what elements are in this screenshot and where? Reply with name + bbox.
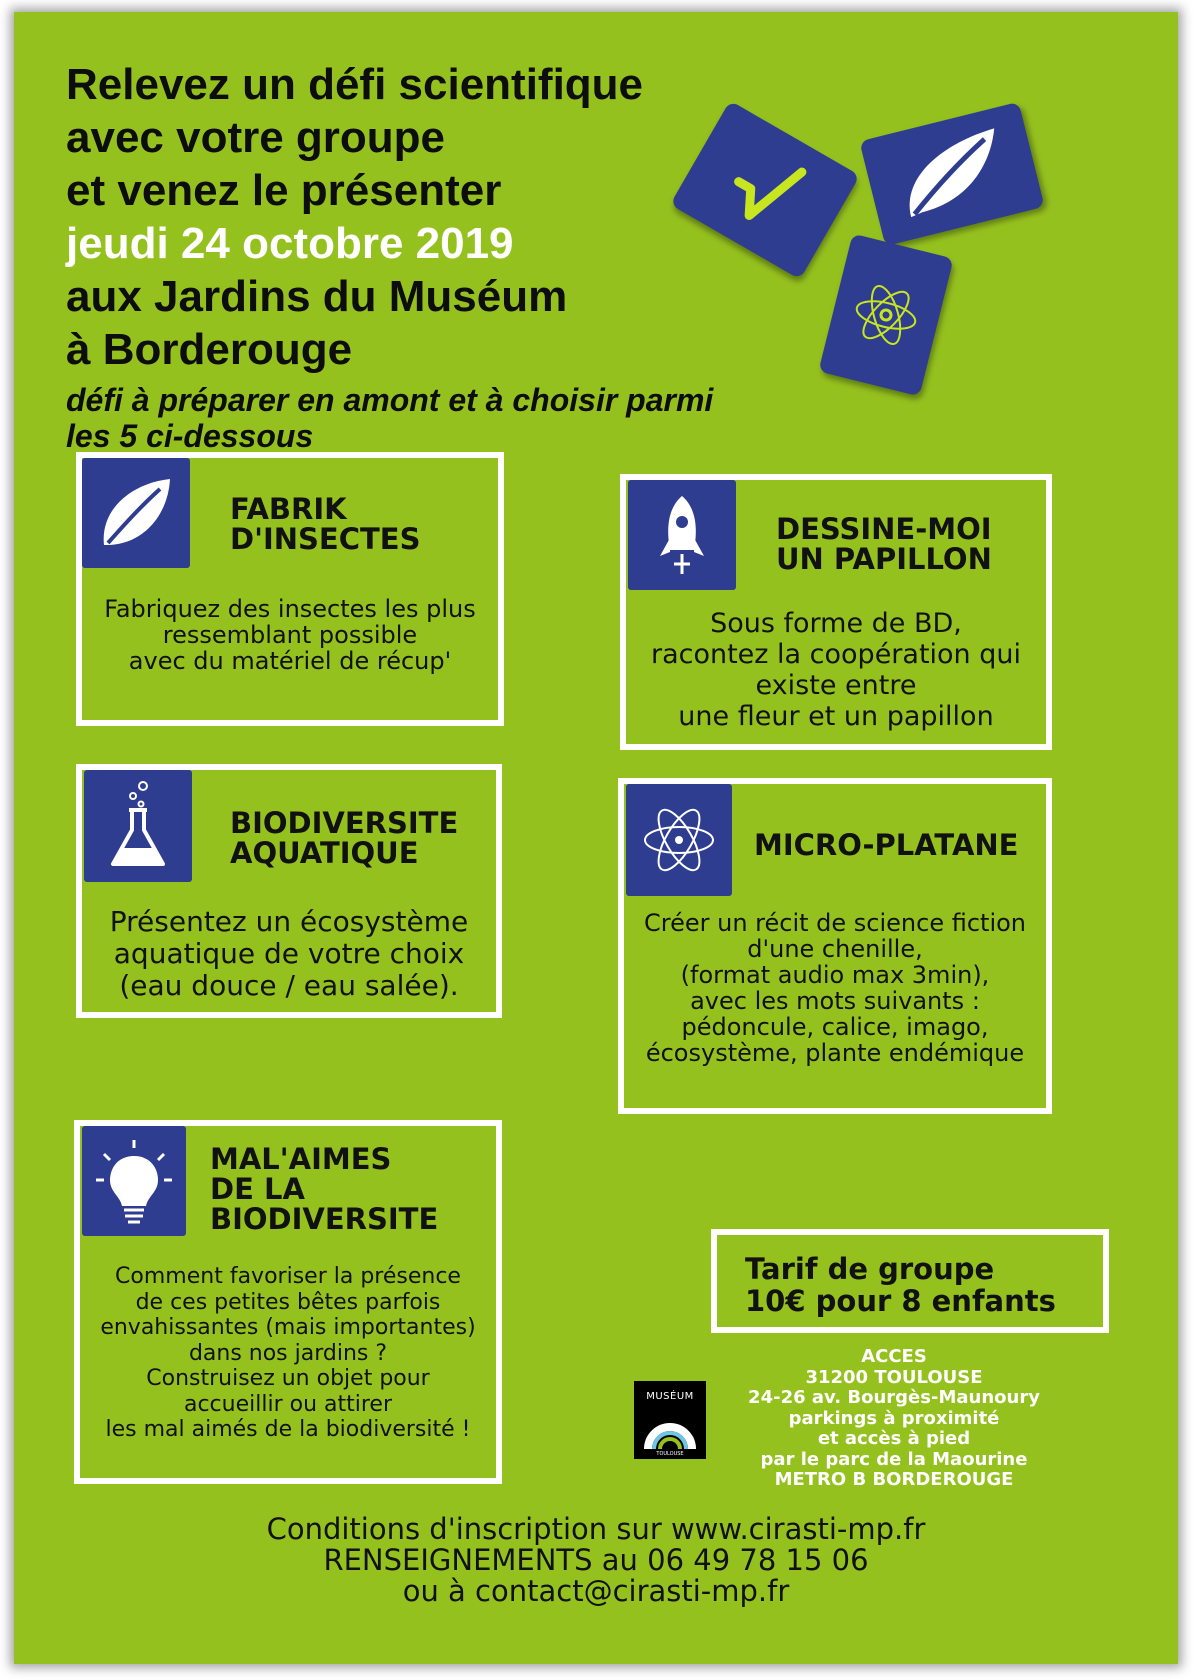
leaf-icon <box>884 121 1020 228</box>
card-icon-tile <box>628 480 736 590</box>
subtitle-line-1: défi à préparer en amont et à choisir parmi <box>66 382 714 418</box>
museum-logo-city: TOULOUSE <box>656 1451 684 1457</box>
poster <box>14 12 1178 1664</box>
description-line: Sous forme de BD, <box>710 608 962 639</box>
headline-line-2: avec votre groupe <box>66 113 446 162</box>
description-line: Présentez un écosystème <box>109 905 469 938</box>
description-line: avec du matériel de récup' <box>128 647 452 675</box>
museum-logo-name: MUSÉUM <box>646 1391 694 1402</box>
headline-line-1: Relevez un défi scientifique <box>66 60 644 109</box>
description-line: racontez la coopération qui <box>650 639 1022 670</box>
header-tile-leaf <box>859 102 1044 246</box>
card-description <box>82 906 496 1002</box>
description-line: Construisez un objet pour <box>146 1366 430 1391</box>
description-line: (eau douce / eau salée). <box>119 969 459 1002</box>
flask-icon <box>103 778 173 874</box>
card-description <box>80 1264 496 1443</box>
card-title-line-1: DESSINE-MOI <box>776 512 992 546</box>
footer-registration-link[interactable]: Conditions d'inscription sur www.cirasti-mp.fr <box>266 1512 926 1546</box>
headline <box>66 58 713 454</box>
lightbulb-icon <box>92 1136 176 1226</box>
challenge-card-papillon <box>620 474 1052 750</box>
card-title-line-2: D'INSECTES <box>230 522 421 556</box>
access-line: 31200 TOULOUSE <box>805 1366 983 1388</box>
description-line: les mal aimés de la biodiversité ! <box>105 1417 471 1442</box>
description-line: Créer un récit de science fiction <box>643 909 1027 937</box>
card-title-line-2: UN PAPILLON <box>776 542 992 576</box>
description-line: avec les mots suivants : <box>690 987 980 1015</box>
check-icon <box>715 138 816 242</box>
card-icon-tile <box>82 1126 186 1236</box>
card-title-line-2: DE LA <box>210 1172 305 1206</box>
event-date: jeudi 24 octobre 2019 <box>66 219 514 268</box>
card-description <box>82 596 498 674</box>
card-icon-tile <box>84 770 192 882</box>
card-title-line-1: MAL'AIMES <box>210 1142 392 1176</box>
tarif-text <box>745 1253 1056 1317</box>
headline-line-5: aux Jardins du Muséum <box>66 272 568 321</box>
card-description <box>624 910 1046 1066</box>
card-title <box>230 808 458 868</box>
card-title-line-1: MICRO-PLATANE <box>754 828 1019 862</box>
atom-icon <box>836 262 935 369</box>
card-title <box>754 830 1018 860</box>
access-info <box>714 1347 1074 1491</box>
description-line: Comment favoriser la présence <box>115 1264 461 1289</box>
footer-email[interactable]: ou à contact@cirasti-mp.fr <box>402 1574 790 1608</box>
card-title-line-3: BIODIVERSITE <box>210 1202 439 1236</box>
description-line: accueillir ou attirer <box>183 1391 393 1417</box>
footer-contact <box>14 1514 1178 1607</box>
card-description <box>626 608 1046 732</box>
description-line: pédoncule, calice, imago, <box>681 1013 989 1041</box>
card-icon-tile <box>82 458 190 568</box>
card-title-line-2: AQUATIQUE <box>230 836 419 870</box>
access-line: et accès à pied <box>817 1428 971 1449</box>
tarif-line-2: 10€ pour 8 enfants <box>745 1284 1056 1318</box>
description-line: Fabriquez des insectes les plus <box>104 595 476 623</box>
description-line: ressemblant possible <box>162 621 418 649</box>
museum-arc-icon <box>634 1413 706 1453</box>
museum-logo <box>634 1381 706 1459</box>
description-line: écosystème, plante endémique <box>645 1039 1025 1067</box>
description-line: dans nos jardins ? <box>188 1340 388 1366</box>
card-title-line-1: BIODIVERSITE <box>230 806 459 840</box>
leaf-icon <box>96 473 176 553</box>
card-title <box>776 514 992 574</box>
access-line: parkings à proximité <box>788 1407 1000 1429</box>
description-line: (format audio max 3min), <box>680 961 990 989</box>
footer-phone[interactable]: RENSEIGNEMENTS au 06 49 78 15 06 <box>323 1543 869 1577</box>
description-line: de ces petites bêtes parfois <box>135 1289 441 1315</box>
card-title <box>210 1144 438 1234</box>
card-title-line-1: FABRIK <box>230 492 347 526</box>
description-line: une fleur et un papillon <box>678 701 994 732</box>
challenge-card-fabrik <box>76 452 504 726</box>
access-line: par le parc de la Maourine <box>760 1448 1028 1470</box>
card-title <box>230 494 420 554</box>
headline-line-6: à Borderouge <box>66 325 353 374</box>
rocket-icon <box>652 492 712 578</box>
challenge-card-mal-aimes <box>74 1120 502 1484</box>
header-tile-atom <box>818 234 953 397</box>
headline-line-3: et venez le présenter <box>66 166 502 215</box>
description-line: existe entre <box>755 670 917 701</box>
tarif-box <box>711 1229 1109 1333</box>
description-line: d'une chenille, <box>747 935 923 963</box>
description-line: envahissantes (mais importantes) <box>100 1315 476 1340</box>
subtitle-line-2: les 5 ci-dessous <box>66 418 314 454</box>
challenge-card-micro-platane <box>618 778 1052 1114</box>
description-line: aquatique de votre choix <box>113 937 465 970</box>
access-line: 24-26 av. Bourgès-Maunoury <box>748 1387 1040 1408</box>
challenge-card-biodiversite <box>76 764 502 1018</box>
card-icon-tile <box>626 784 732 896</box>
access-line: ACCES <box>861 1346 927 1367</box>
atom-icon <box>637 798 721 882</box>
tarif-line-1: Tarif de groupe <box>745 1252 995 1286</box>
access-line: METRO B BORDEROUGE <box>774 1469 1014 1490</box>
